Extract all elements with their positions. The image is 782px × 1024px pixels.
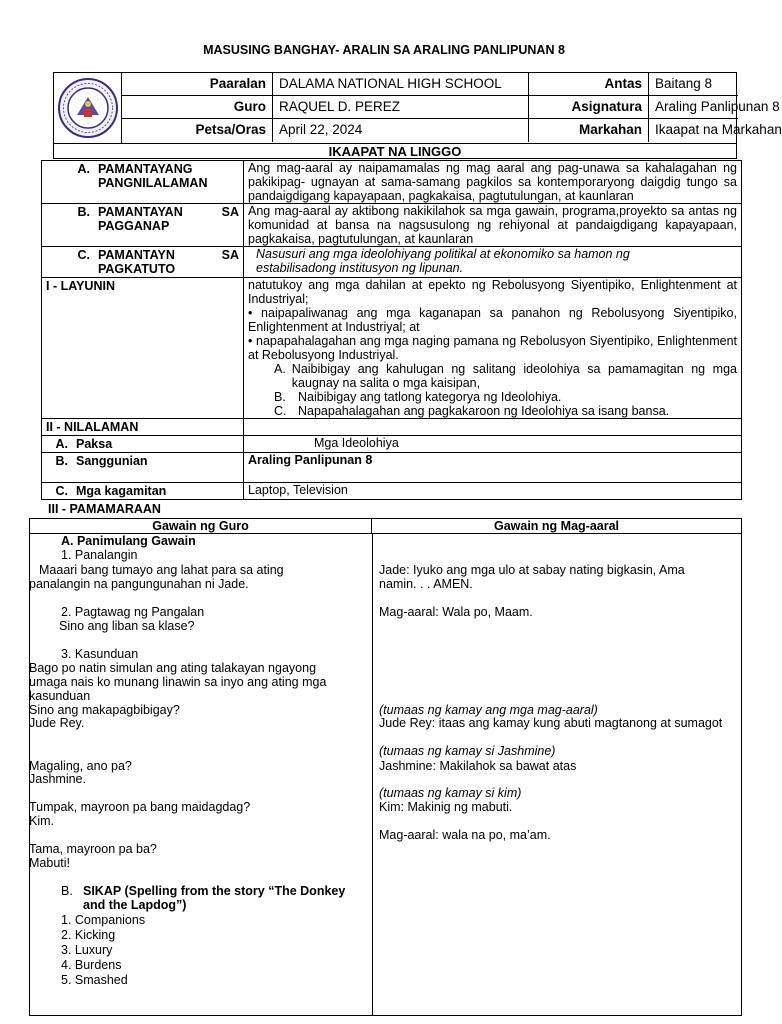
row-layunin (42, 278, 741, 419)
list-item: 3. Luxury (61, 943, 113, 957)
asignatura-label: Asignatura (529, 96, 649, 119)
teacher-text: umaga nais ko munang linawin sa inyo ang ating mga (29, 675, 327, 689)
student-text: namin. . . AMEN. (379, 577, 473, 591)
list-item: C. Napapahalagahan ang pagkakaroon ng Ideolohiya sa isang bansa. (274, 404, 670, 418)
student-text: Jade: Iyuko ang mga ulo at sabay nating bigkasin, Ama (379, 563, 685, 577)
layunin-line-1: natutukoy ang mga dahilan at epekto ng Rebolusyong Siyentipiko, Enlightenment at Industriyal; (248, 278, 737, 306)
sikap-heading: SIKAP (Spelling from the story “The Donkey (83, 884, 346, 898)
teacher-text: Tumpak, mayroon pa bang maidagdag? (29, 800, 251, 814)
label-pamantayan-sa-pagganap: B. PAMANTAYAN SA PAGGANAP (42, 204, 244, 246)
student-text: Jashmine: Makilahok sa bawat atas (379, 759, 577, 773)
teacher-text: Sino ang makapagbibigay? (29, 703, 180, 717)
item-kasunduan: 3. Kasunduan (61, 647, 139, 661)
teacher-text: Jashmine. (29, 772, 86, 786)
procedure-header (30, 519, 741, 534)
row-sanggunian: B. Sanggunian Araling Panlipunan 8 (42, 453, 741, 483)
teacher-text: Mabuti! (29, 856, 70, 870)
col-header-magaaral: Gawain ng Mag-aaral (493, 519, 620, 533)
deped-seal-icon (57, 77, 119, 139)
teacher-text: Maaari bang tumayo ang lahat para sa ating (39, 563, 284, 577)
list-item: 2. Kicking (61, 928, 116, 942)
column-divider (372, 534, 373, 1016)
markahan-value: Ikaapat na Markahan (655, 122, 782, 137)
teacher-text: kasunduan (29, 689, 91, 703)
kagamitan-label: Mga kagamitan (76, 484, 167, 498)
value-pamantayang-pangnilalaman: Ang mag-aaral ay naipamamalas ng mag aaral ang pag-unawa sa kahalagahan ng pakikipag- ugnayan at sama-samang pagkilos sa kontemporaryong daigdig tungo sa pandaigdigang kapayapaan, pagkakaisa, pagtutulungan, at kaunlaran (248, 161, 737, 203)
label-layunin: I - LAYUNIN (42, 278, 244, 418)
student-text: (tumaas ng kamay ang mga mag-aaral) (379, 703, 598, 717)
layunin-sublist (248, 362, 737, 418)
row-kagamitan: C. Mga kagamitan Laptop, Television (42, 483, 741, 499)
teacher-text: panalangin na pangungunahan ni Jade. (29, 577, 249, 591)
student-text: (tumaas ng kamay si kim) (379, 786, 522, 800)
list-item: 5. Smashed (61, 973, 128, 987)
sikap-letter: B. (61, 884, 73, 898)
guro-label: Guro (122, 96, 273, 119)
list-item: 4. Burdens (61, 958, 122, 972)
header-row-petsa (122, 119, 782, 142)
antas-value: Baitang 8 (655, 76, 713, 91)
procedure-table (29, 518, 742, 1016)
col-header-guro: Gawain ng Guro (30, 519, 372, 534)
row-pamantayan-sa-pagkatuto (42, 247, 741, 278)
header-row-guro (122, 96, 780, 119)
markahan-label: Markahan (529, 119, 649, 142)
paksa-label: Paksa (76, 437, 113, 451)
sikap-heading-cont: and the Lapdog”) (83, 898, 187, 912)
row-pamantayang-pangnilalaman (42, 161, 741, 204)
value-layunin (244, 278, 741, 418)
teacher-text: Kim. (29, 814, 54, 828)
teacher-text: Jude Rey. (29, 716, 85, 730)
row-pamantayan-sa-pagganap (42, 204, 741, 247)
document-title: MASUSING BANGHAY- ARALIN SA ARALING PANLIPUNAN 8 (203, 43, 565, 57)
paaralan-label: Paaralan (122, 73, 273, 96)
layunin-line-3: • napapahalagahan ang mga naging pamana ng Rebolusyon Siyentipiko, Enlightenment at Rebolusyong Industriyal. (248, 334, 737, 362)
teacher-text: Magaling, ano pa? (29, 759, 132, 773)
student-text: Mag-aaral: wala na po, ma’am. (379, 828, 551, 842)
row-paksa: A. Paksa Mga Ideolohiya (42, 436, 741, 453)
list-item: 1. Companions (61, 913, 146, 927)
teacher-text: Bago po natin simulan ang ating talakayan ngayong (29, 661, 317, 675)
petsa-value: April 22, 2024 (273, 119, 529, 142)
value-pamantayan-sa-pagganap: Ang mag-aaral ay aktibong nakikilahok sa mga gawain, programa,proyekto sa antas ng komunidad at bansa na nagsusulong ng rehiyonal at pandaigdigang kapayapaan, pagkakaisa, pagtutulungan, at kaunlaran (248, 204, 737, 246)
layunin-line-2: • naipapaliwanag ang mga kaganapan sa panahon ng Rebolusyong Siyentipiko, Enlightenment at Industriyal; at (248, 306, 737, 334)
sanggunian-label: Sanggunian (76, 454, 148, 468)
antas-label: Antas (529, 73, 649, 96)
list-item: A. Naibibigay ang kahulugan ng salitang ideolohiya sa pamamagitan ng mga kaugnay na salita o mga kaisipan, (274, 362, 737, 390)
list-item: B. Naibibigay ang tatlong kategorya ng Ideolohiya. (274, 390, 562, 404)
sanggunian-value: Araling Panlipunan 8 (248, 453, 373, 467)
standards-table (41, 160, 742, 500)
teacher-text: Tama, mayroon pa ba? (29, 842, 157, 856)
paksa-value: Mga Ideolohiya (314, 436, 399, 450)
item-pagtawag: 2. Pagtawag ng Pangalan (61, 605, 205, 619)
asignatura-value: Araling Panlipunan 8 (655, 99, 780, 114)
row-nilalaman (42, 419, 741, 436)
panimulang-gawain-heading: A. Panimulang Gawain (61, 534, 196, 548)
student-text: Jude Rey: itaas ang kamay kung abuti magtanong at sumagot (379, 716, 723, 730)
petsa-label: Petsa/Oras (122, 119, 273, 142)
teacher-text: Sino ang liban sa klase? (59, 619, 195, 633)
week-heading: IKAAPAT NA LINGGO (54, 143, 736, 159)
guro-value: RAQUEL D. PEREZ (273, 96, 529, 119)
header-row-paaralan (122, 73, 738, 96)
pamamaraan-heading: III - PAMAMARAAN (48, 502, 161, 516)
paaralan-value: DALAMA NATIONAL HIGH SCHOOL (273, 73, 529, 96)
student-text: Mag-aaral: Wala po, Maam. (379, 605, 533, 619)
student-text: (tumaas ng kamay si Jashmine) (379, 744, 556, 758)
item-panalangin: 1. Panalangin (61, 548, 138, 562)
header-table (53, 72, 782, 159)
kagamitan-value: Laptop, Television (248, 483, 348, 497)
student-text: Kim: Makinig ng mabuti. (379, 800, 513, 814)
deped-seal-cell (54, 73, 122, 143)
label-pamantayan-sa-pagkatuto: C. PAMANTAYN SA PAGKATUTO (42, 247, 244, 277)
value-pamantayan-sa-pagkatuto: Nasusuri ang mga ideolohiyang politikal at ekonomiko sa hamon ng estabilisadong institusyon ng lipunan. (256, 247, 630, 275)
label-pamantayang-pangnilalaman: A. PAMANTAYANG PANGNILALAMAN (42, 161, 244, 203)
label-nilalaman: II - NILALAMAN (42, 419, 244, 435)
